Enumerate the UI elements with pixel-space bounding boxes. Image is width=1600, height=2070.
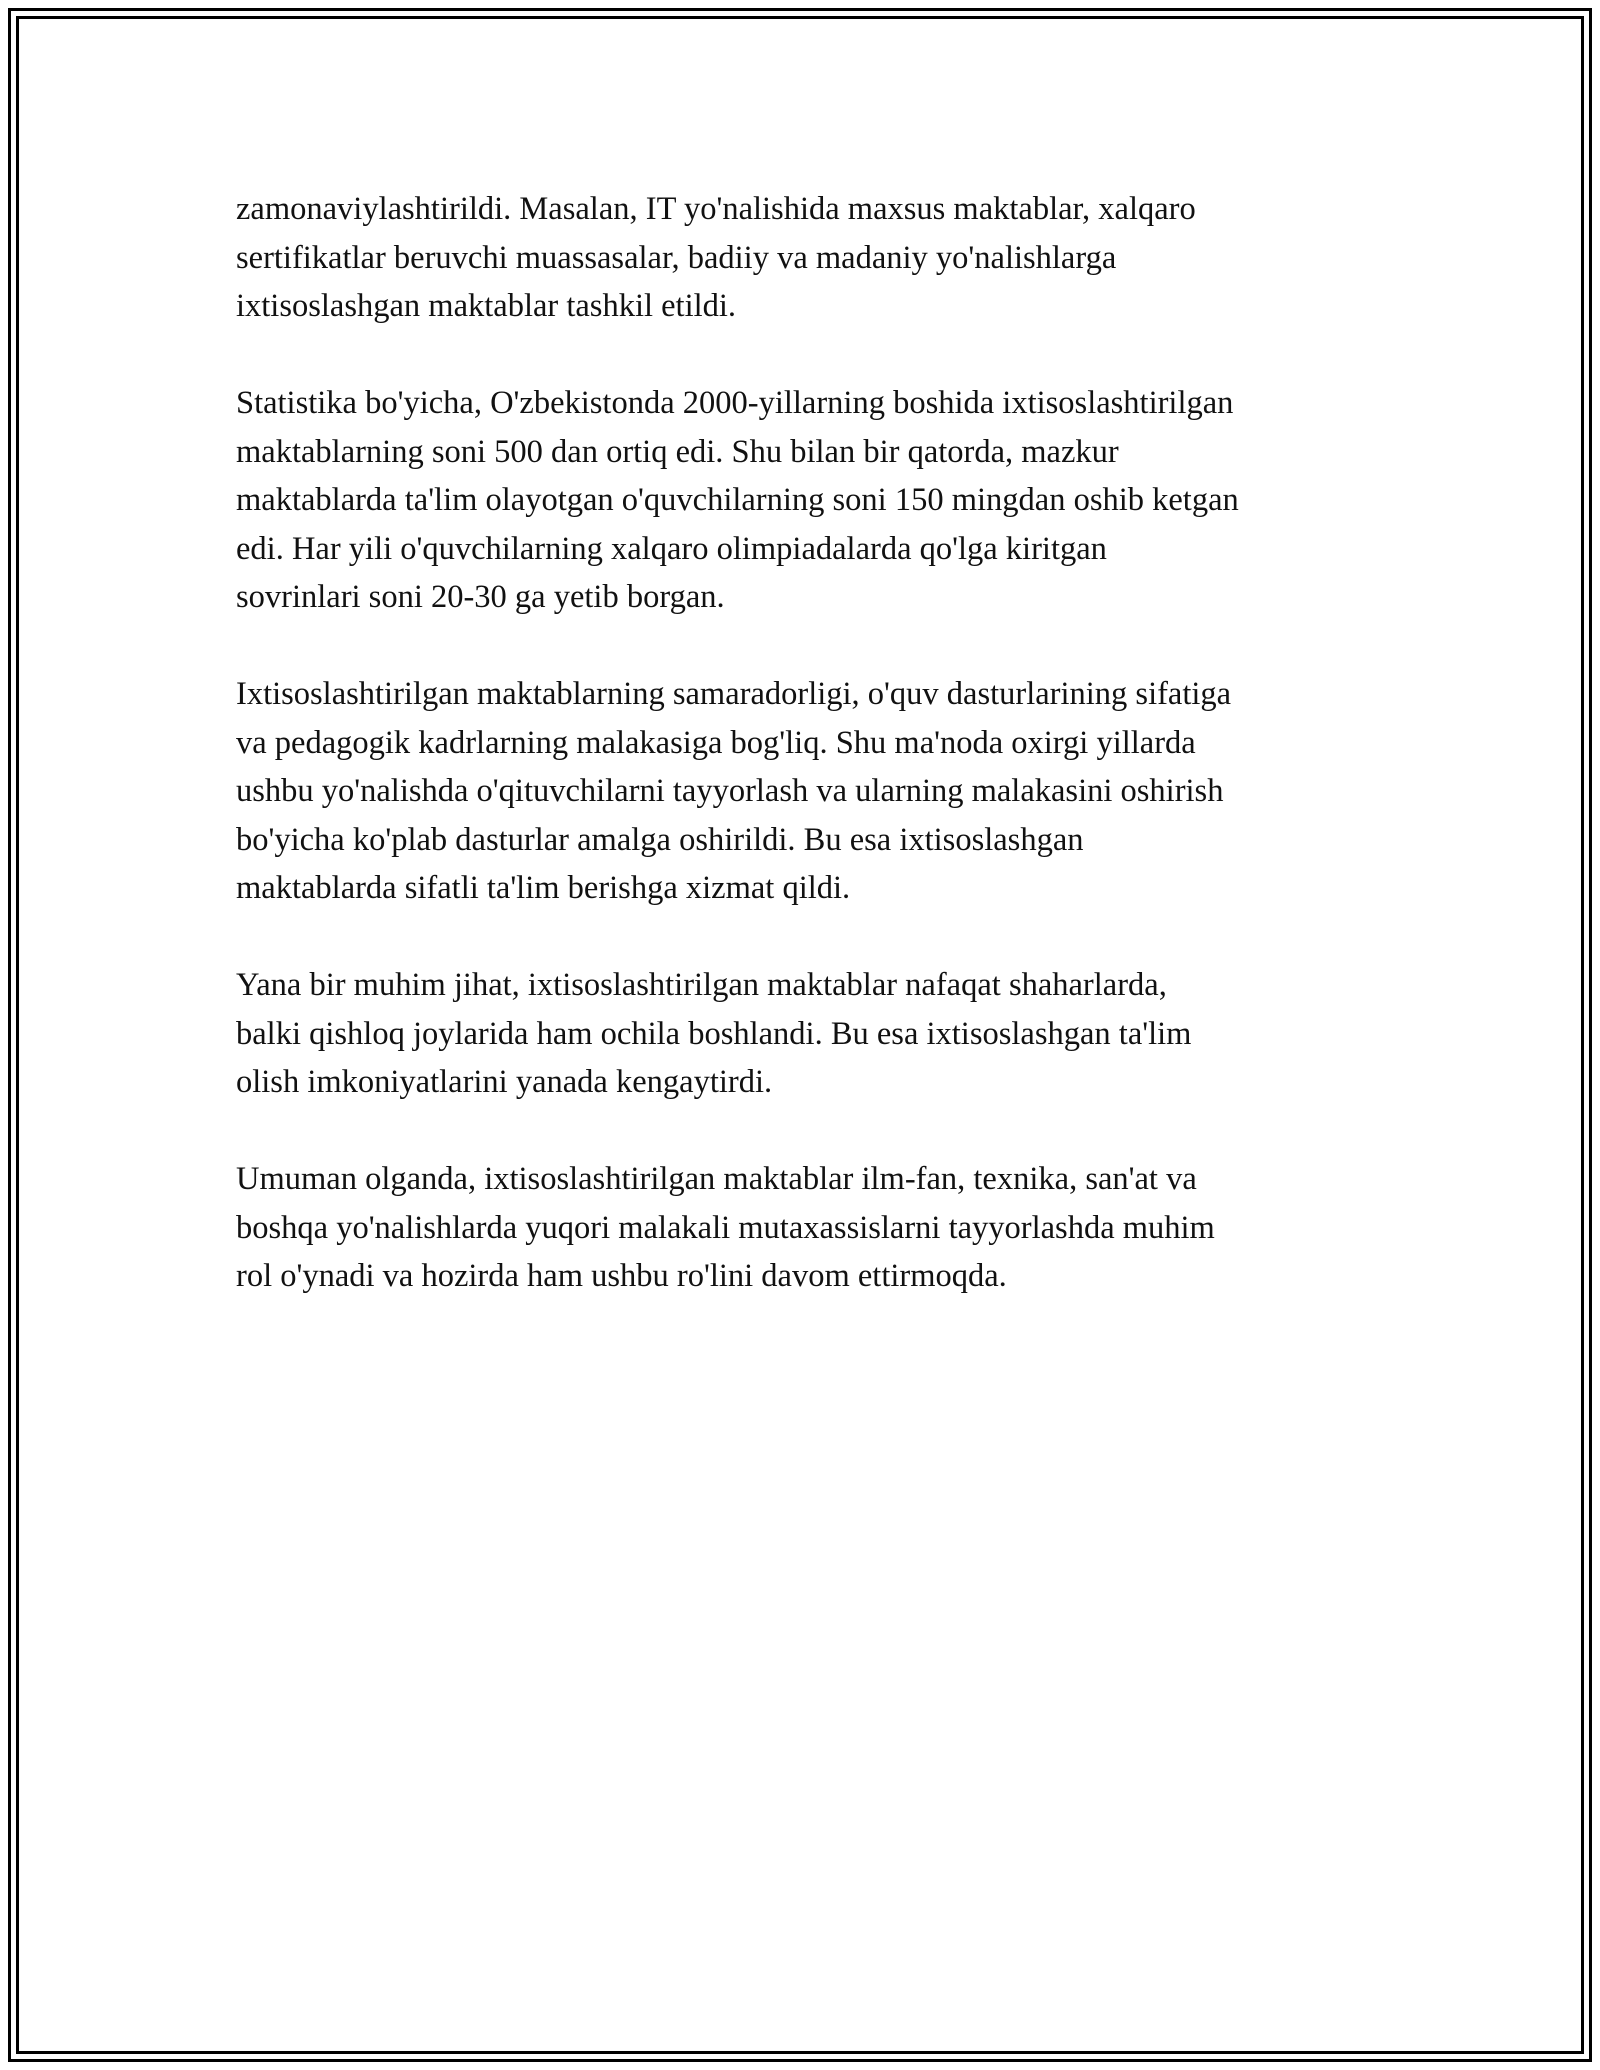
- paragraph-1: [236, 185, 1376, 331]
- text-line: olish imkoniyatlarini yanada kengaytirdi.: [236, 1064, 773, 1100]
- text-line: maktablarda sifatli ta'lim berishga xizmat qildi.: [236, 870, 851, 906]
- text-line: Yana bir muhim jihat, ixtisoslashtirilgan maktablar nafaqat shaharlarda,: [236, 967, 1167, 1003]
- text-line: va pedagogik kadrlarning malakasiga bog'liq. Shu ma'noda oxirgi yillarda: [236, 724, 1196, 761]
- paragraph-2: [236, 379, 1376, 622]
- text-line: maktablarda ta'lim olayotgan o'quvchilarning soni 150 mingdan oshib ketgan: [236, 482, 1239, 518]
- text-line: boshqa yo'nalishlarda yuqori malakali mutaxassislarni tayyorlashda muhim: [236, 1209, 1215, 1246]
- text-line: maktablarning soni 500 dan ortiq edi. Shu bilan bir qatorda, mazkur: [236, 433, 1119, 470]
- text-line: edi. Har yili o'quvchilarning xalqaro olimpiadalarda qo'lga kiritgan: [236, 530, 1107, 567]
- paragraph-4: [236, 961, 1376, 1107]
- text-line: sertifikatlar beruvchi muassasalar, badiiy va madaniy yo'nalishlarga: [236, 239, 1117, 276]
- text-line: Umuman olganda, ixtisoslashtirilgan maktablar ilm-fan, texnika, san'at va: [236, 1161, 1197, 1197]
- text-line: balki qishloq joylarida ham ochila boshlandi. Bu esa ixtisoslashgan ta'lim: [236, 1015, 1192, 1052]
- text-line: ixtisoslashgan maktablar tashkil etildi.: [236, 288, 737, 324]
- paragraph-3: [236, 670, 1376, 913]
- document-body: [236, 185, 1376, 1349]
- text-line: Statistika bo'yicha, O'zbekistonda 2000-yillarning boshida ixtisoslashtirilgan: [236, 385, 1234, 421]
- text-line: bo'yicha ko'plab dasturlar amalga oshirildi. Bu esa ixtisoslashgan: [236, 821, 1084, 858]
- text-line: Ixtisoslashtirilgan maktablarning samaradorligi, o'quv dasturlarining sifatiga: [236, 676, 1232, 712]
- text-line: sovrinlari soni 20-30 ga yetib borgan.: [236, 579, 725, 615]
- text-line: ushbu yo'nalishda o'qituvchilarni tayyorlash va ularning malakasini oshirish: [236, 773, 1224, 809]
- text-line: rol o'ynadi va hozirda ham ushbu ro'lini davom ettirmoqda.: [236, 1258, 1007, 1294]
- paragraph-5: [236, 1155, 1376, 1301]
- text-line: zamonaviylashtirildi. Masalan, IT yo'nalishida maxsus maktablar, xalqaro: [236, 191, 1196, 227]
